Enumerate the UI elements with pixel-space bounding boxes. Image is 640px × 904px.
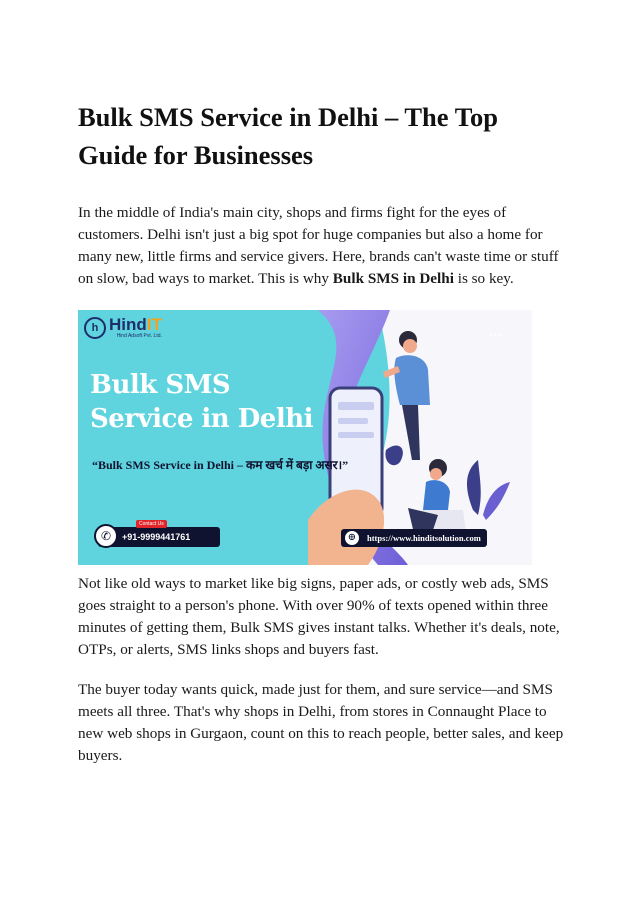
banner-title-line2: Service in Delhi (90, 404, 314, 434)
phone-number: +91-9999441761 (122, 532, 191, 542)
logo-name-hind: Hind (109, 315, 147, 334)
globe-icon: ⊕ (345, 531, 359, 545)
promo-banner-image (78, 310, 532, 565)
hindit-logo (84, 316, 162, 339)
logo-name-it: IT (146, 315, 162, 334)
banner-title-line1: Bulk SMS (90, 370, 231, 400)
banner-title (90, 368, 350, 436)
intro-paragraph (78, 202, 564, 290)
paragraph-sms-benefits: Not like old ways to market like big signs, paper ads, or costly web ads, SMS goes straight to a person's phone. With over 90% of texts opened within three minutes of getting them, Bulk SMS gives instant talks. Whether it's deals, note, OTPs, or alerts, SMS links shops and buyers fast. (78, 575, 560, 658)
phone-icon: ✆ (94, 524, 118, 548)
intro-bold-keyword: Bulk SMS in Delhi (332, 270, 454, 287)
phone-contact-pill (98, 521, 220, 547)
intro-text-before: In the middle of India's main city, shops and firms fight for the eyes of customers. Delhi isn't just a big spot for huge companies but also a home for many new, little firms and service givers. Here, brands can't waste time or stuff on slow, bad ways to market. This is why (78, 204, 559, 287)
logo-subtitle: Hind Adsoft Pvt. Ltd. (116, 333, 162, 339)
page-title: Bulk SMS Service in Delhi – The Top Guide for Businesses (78, 102, 498, 170)
more-dots-icon: ••• (489, 330, 503, 341)
logo-mark-icon: h (84, 317, 106, 339)
banner-quote: “Bulk SMS Service in Delhi – कम खर्च में बड़ा असर।” (92, 458, 349, 472)
intro-text-after: is so key. (453, 270, 514, 287)
website-url: https://www.hinditsolution.com (367, 533, 481, 543)
logo-name (109, 316, 162, 333)
paragraph-buyer-needs: The buyer today wants quick, made just for them, and sure service—and SMS meets all three. That's why shops in Delhi, from stores in Connaught Place to new web shops in Gurgaon, count on this to reach people, better sales, and keep buyers. (78, 681, 564, 764)
website-url-pill (341, 529, 487, 547)
contact-us-tag: Contact Us (136, 520, 167, 528)
